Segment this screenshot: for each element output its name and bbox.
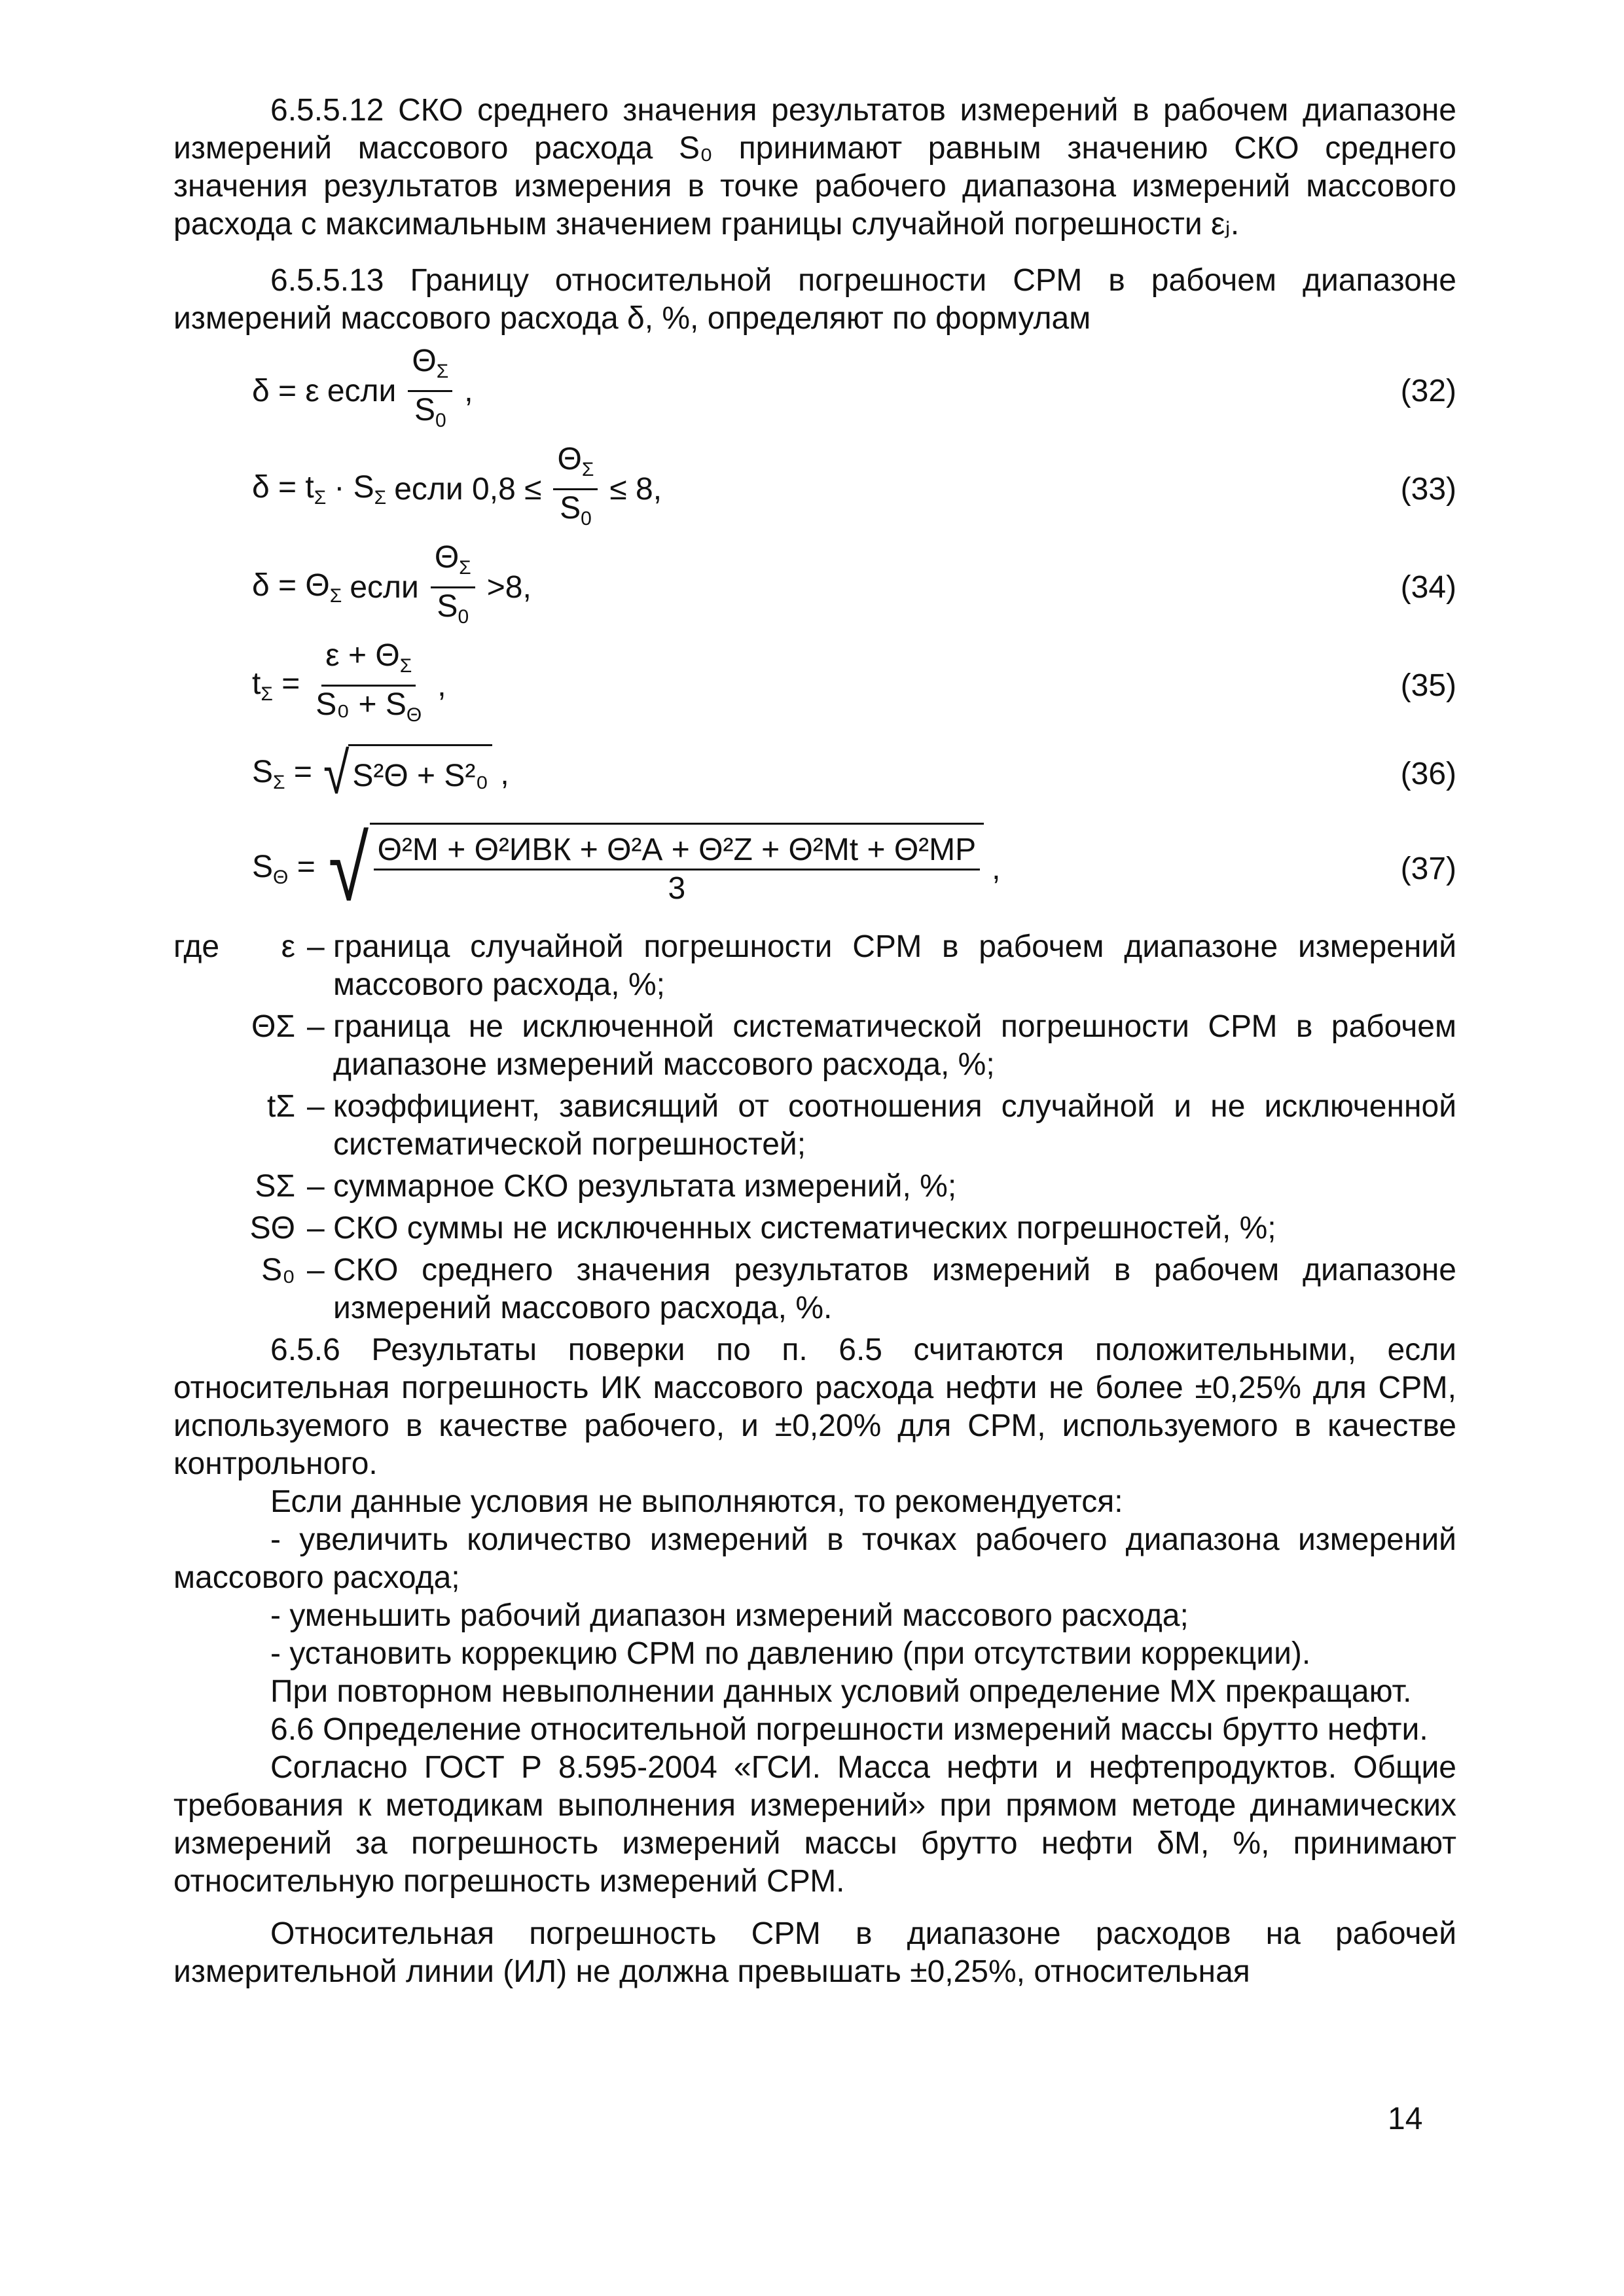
equation-32: δ = ε если $\frac{\Theta_\Sigma}{S_0}$ , (32) [173, 342, 1456, 440]
paragraph-6-6: 6.6 Определение относительной погрешности измерений массы брутто нефти. [270, 1712, 1428, 1747]
equation-number: (32) [1400, 373, 1456, 408]
equation-37: $S_\Theta$ = √ $\frac{\text{Θ²М + Θ²ИВК + Θ²А + Θ²Z + Θ²Mt + Θ²МР}}{3}$ , (37) [173, 813, 1456, 924]
page-number: 14 [1388, 2102, 1423, 2136]
paragraph-gost: Согласно ГОСТ Р 8.595-2004 «ГСИ. Масса нефти и нефтепродуктов. Общие требования к методикам выполнения измерений» при прямом методе динамических измерений за погрешность измерений массы брутто нефти δМ, %, принимают относительную погрешность измерений СРМ. [173, 1750, 1456, 1899]
equation-number: (33) [1400, 471, 1456, 507]
paragraph-6-5-5-12: 6.5.5.12 СКО среднего значения результатов измерений в рабочем диапазоне измерений массового расхода S₀ принимают равным значению СКО среднего значения результатов измерения в точке рабочего диапазона измерений массового расхода с максимальным значением границы случайной погрешности εⱼ. [173, 93, 1456, 242]
paragraph-6-5-5-13: 6.5.5.13 Границу относительной погрешности СРМ в рабочем диапазоне измерений массового расхода δ, %, определяют по формулам [173, 263, 1456, 336]
equation-number: (34) [1400, 569, 1456, 605]
symbol-definitions [173, 928, 1456, 1327]
equation-number: (36) [1400, 756, 1456, 791]
definition-item: tΣ – коэффициент, зависящий от соотношения случайной и не исключенной систематической погрешностей; [266, 1089, 1456, 1162]
paragraph-relative-error: Относительная погрешность СРМ в диапазоне расходов на рабочей измерительной линии (ИЛ) не должна превышать ±0,25%, относительная [173, 1916, 1456, 1989]
definition-item: SΘ – СКО суммы не исключенных систематических погрешностей, %; [249, 1211, 1276, 1246]
equation-36: $S_\Sigma$ = √ S²Θ + S²₀ , (36) [173, 734, 1456, 813]
definition-item: где ε – граница случайной погрешности СРМ в рабочем диапазоне измерений массового расхода, %; [173, 929, 1456, 1002]
paragraph-conditions: Если данные условия не выполняются, то рекомендуется: [270, 1484, 1123, 1519]
equation-number: (35) [1400, 668, 1456, 703]
document-page [173, 92, 1456, 1991]
definition-item: ΘΣ – граница не исключенной систематической погрешности СРМ в рабочем диапазоне измерений массового расхода, %; [251, 1009, 1456, 1082]
equation-34: $\delta = \Theta_\Sigma$ если $\frac{\Theta_\Sigma}{S_0}$ >8, (34) [173, 538, 1456, 636]
definition-item: SΣ – суммарное СКО результата измерений, %; [255, 1169, 957, 1204]
paragraph-6-5-6: 6.5.6 Результаты поверки по п. 6.5 считаются положительными, если относительная погрешность ИК массового расхода нефти не более ±0,25% для СРМ, используемого в качестве рабочего, и ±0,20% для СРМ, используемого в качестве контрольного. [173, 1333, 1456, 1481]
equation-35: $t_\Sigma$ = $\frac{\varepsilon + \Theta_\Sigma}{S_0 + S_\Theta}$ , (35) [173, 636, 1456, 734]
list-item: - увеличить количество измерений в точках рабочего диапазона измерений массового расхода; [173, 1522, 1456, 1595]
equation-number: (37) [1400, 851, 1456, 886]
list-item: - установить коррекцию СРМ по давлению (при отсутствии коррекции). [270, 1636, 1311, 1671]
list-item: - уменьшить рабочий диапазон измерений массового расхода; [270, 1598, 1189, 1633]
paragraph-repeat: При повторном невыполнении данных условий определение МХ прекращают. [270, 1674, 1412, 1709]
equation-33: $\delta = t_\Sigma$ · $S_\Sigma$ если 0,8 ≤ $\frac{\Theta_\Sigma}{S_0}$ ≤ 8, (33) [173, 440, 1456, 538]
definition-item: S₀ – СКО среднего значения результатов измерений в рабочем диапазоне измерений массового расхода, %. [261, 1253, 1456, 1325]
